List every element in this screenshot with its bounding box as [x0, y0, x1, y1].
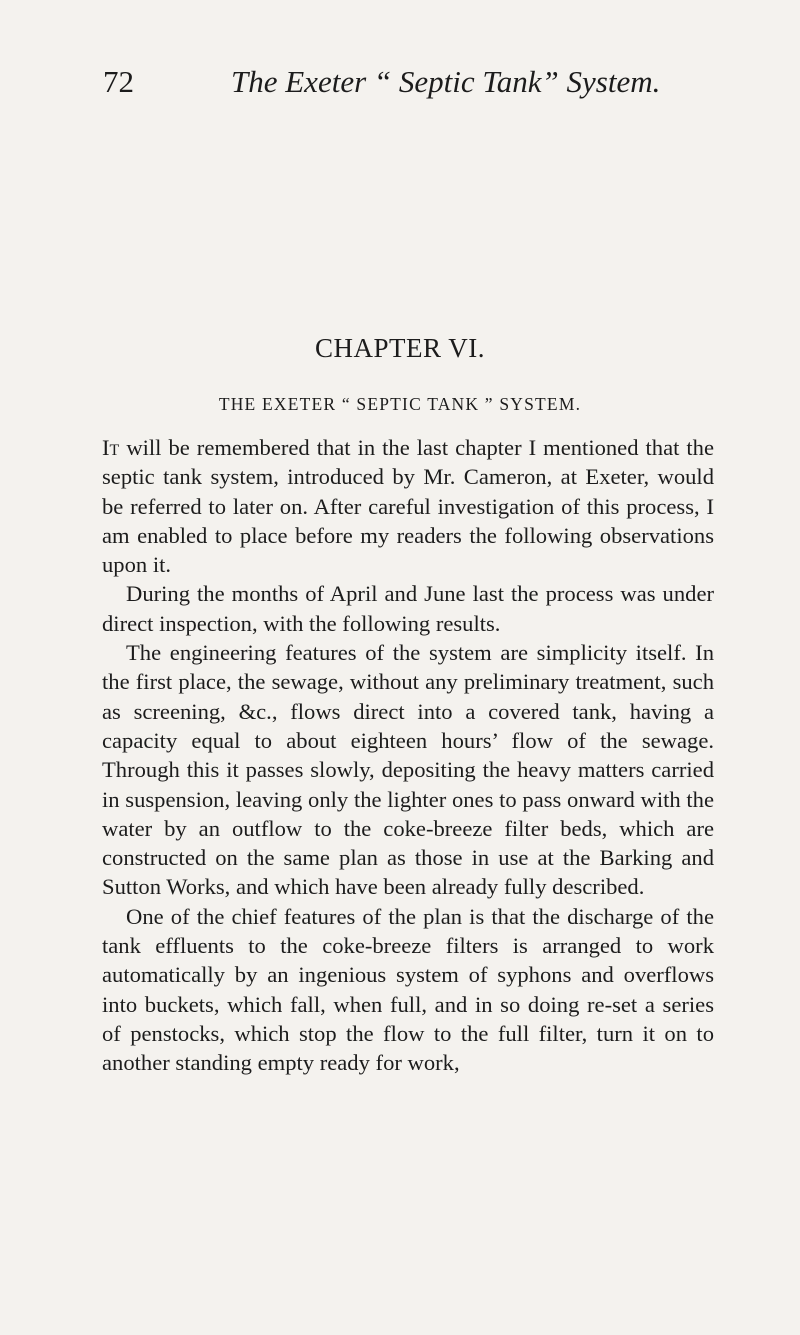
paragraph-lead-word: It — [102, 435, 120, 460]
paragraph: The engineering features of the system are simplicity itself. In the first place, the sewage, without any preliminary treatment, such as screening, &c., flows direct into a covered tank, having a capacity equal to about eighteen hours’ flow of the sewage. Through this it passes slowly, depositing the heavy matters carried in suspension, leaving only the lighter ones to pass onward with the water by an outflow to the coke-breeze filter beds, which are constructed on the same plan as those in use at the Barking and Sutton Works, and which have been already fully described. — [102, 640, 714, 900]
running-head — [103, 62, 661, 102]
paragraph: During the months of April and June last the process was under direct inspection, with the following results. — [102, 581, 714, 636]
paragraph — [102, 433, 714, 579]
running-title: The Exeter “ Septic Tank” System. — [231, 64, 661, 99]
page-number: 72 — [103, 64, 134, 99]
chapter-subtitle: THE EXETER “ SEPTIC TANK ” SYSTEM. — [218, 394, 582, 414]
paragraph: One of the chief features of the plan is that the discharge of the tank effluents to the coke-breeze filters is arranged to work automatically by an ingenious system of syphons and overflows into buckets, which fall, when full, and in so doing re-set a series of penstocks, which stop the flow to the full filter, turn it on to another standing empty ready for work, — [102, 903, 714, 1076]
body-text — [102, 433, 714, 1078]
paragraph-text: will be remembered that in the last chapter I mentioned that the septic tank system, introduced by Mr. Cameron, at Exeter, would be referred to later on. After careful investigation of this process, I am enabled to place before my readers the following observations upon it. — [102, 435, 714, 578]
chapter-heading: CHAPTER VI. — [314, 333, 486, 363]
